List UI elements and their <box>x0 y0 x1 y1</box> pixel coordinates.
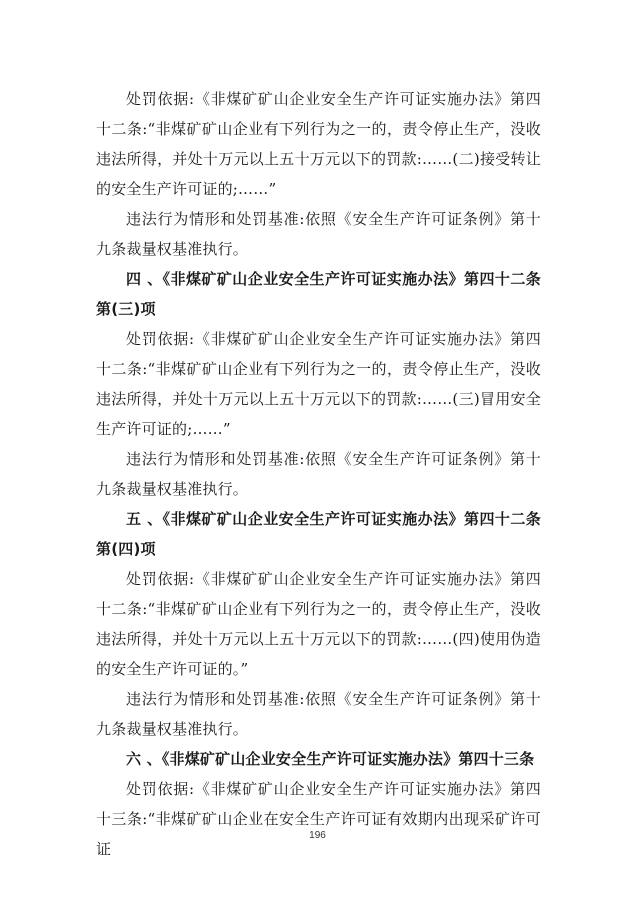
penalty-basis-paragraph: 处罚依据:《非煤矿矿山企业安全生产许可证实施办法》第四十二条:“非煤矿矿山企业有下列行为之一的，责令停止生产，没收违法所得，并处十万元以上五十万元以下的罚款:……(二)接受转让的安全生产许可证的;……” <box>96 90 541 198</box>
penalty-basis-paragraph: 处罚依据:《非煤矿矿山企业安全生产许可证实施办法》第四十二条:“非煤矿矿山企业有下列行为之一的，责令停止生产，没收违法所得，并处十万元以上五十万元以下的罚款:……(四)使用伪造的安全生产许可证的。” <box>96 570 541 678</box>
penalty-basis-paragraph: 处罚依据:《非煤矿矿山企业安全生产许可证实施办法》第四十三条:“非煤矿矿山企业在安全生产许可证有效期内出现采矿许可证 <box>96 780 541 858</box>
penalty-standard-paragraph: 违法行为情形和处罚基准:依照《安全生产许可证条例》第十九条裁量权基准执行。 <box>96 210 541 258</box>
penalty-standard-paragraph: 违法行为情形和处罚基准:依照《安全生产许可证条例》第十九条裁量权基准执行。 <box>96 690 541 738</box>
section-heading-5: 五 、《非煤矿矿山企业安全生产许可证实施办法》第四十二条第(四)项 <box>96 510 541 558</box>
section-heading-4: 四 、《非煤矿矿山企业安全生产许可证实施办法》第四十二条第(三)项 <box>96 270 541 318</box>
section-heading-6: 六 、《非煤矿矿山企业安全生产许可证实施办法》第四十三条 <box>126 750 535 768</box>
penalty-standard-paragraph: 违法行为情形和处罚基准:依照《安全生产许可证条例》第十九条裁量权基准执行。 <box>96 450 541 498</box>
page-number: 196 <box>309 830 326 841</box>
penalty-basis-paragraph: 处罚依据:《非煤矿矿山企业安全生产许可证实施办法》第四十二条:“非煤矿矿山企业有下列行为之一的，责令停止生产，没收违法所得，并处十万元以上五十万元以下的罚款:……(三)冒用安全生产许可证的;……” <box>96 330 541 438</box>
page-body <box>96 84 541 864</box>
